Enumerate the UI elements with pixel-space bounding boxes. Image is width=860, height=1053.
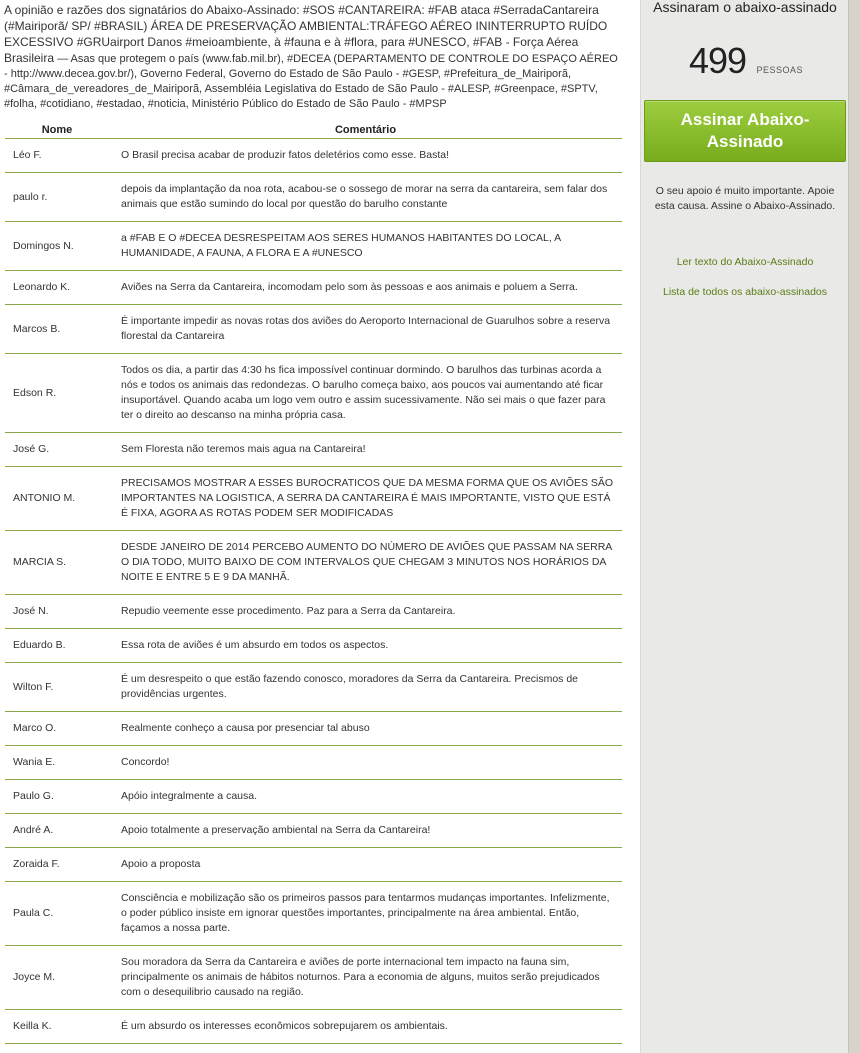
- signer-name: ANTONIO M.: [5, 467, 109, 531]
- signer-comment: Todos os dia, a partir das 4:30 hs fica impossível continuar dormindo. O barulhos das turbinas acorda a nós e todos os animais das redondezas. O barulho começa baixo, aos poucos vai aumentando até ficar insuportável. Quando acaba um logo vem outro e assim sucessivamente. Não sei mais o que fazer para ter o direito ao descanso na minha própria casa.: [109, 354, 622, 433]
- signer-name: Keilla K.: [5, 1010, 109, 1044]
- table-row: [5, 814, 622, 848]
- table-row: [5, 780, 622, 814]
- sign-petition-button[interactable]: Assinar Abaixo-Assinado: [644, 100, 846, 162]
- intro-rest-text: — Asas que protegem o país (www.fab.mil.br), #DECEA (DEPARTAMENTO DE CONTROLE DO ESPAÇO AÉREO - http://www.decea.gov.br/), Governo Federal, Governo do Estado de São Paulo - #GESP, #Prefeitura_de_Mairiporã, #Câmara_de_vereadores_de_Mairiporã, Assembléia Legislativa do Estado de São Paulo - #ALESP, #Greenpace, #SPTV, #folha, #cotidiano, #estadao, #noticia, Ministério Público do Estado de São Paulo - #MPSP: [4, 53, 618, 110]
- signer-name: Eduardo B.: [5, 629, 109, 663]
- signer-comment: DESDE JANEIRO DE 2014 PERCEBO AUMENTO DO NÚMERO DE AVIÕES QUE PASSAM NA SERRA O DIA TODO, MUITO BAIXO DE COM INTERVALOS QUE CHEGAM 3 MINUTOS NOS HORÁRIOS DA NOITE E ENTRE 5 E 9 DA MANHÃ.: [109, 531, 622, 595]
- signer-comment: Apoio a proposta: [109, 848, 622, 882]
- table-header-row: [5, 122, 622, 139]
- signer-comment: Consciência e mobilização são os primeiros passos para tentarmos mudanças importantes. Infelizmente, o poder público insiste em ignorar questões importantes, principalmente na área ambiental. Então, façamos a nossa parte.: [109, 882, 622, 946]
- signer-comment: É um desrespeito o que estão fazendo conosco, moradores da Serra da Cantareira. Precismos de providências urgentes.: [109, 663, 622, 712]
- signer-name: Edson R.: [5, 354, 109, 433]
- table-row: [5, 271, 622, 305]
- signer-comment: Apoio totalmente a preservação ambiental na Serra da Cantareira!: [109, 814, 622, 848]
- table-row: [5, 663, 622, 712]
- signer-name: José N.: [5, 595, 109, 629]
- table-row: [5, 305, 622, 354]
- signer-name: Wania E.: [5, 746, 109, 780]
- table-row: [5, 946, 622, 1010]
- signer-name: Marco O.: [5, 712, 109, 746]
- signer-comment: a #FAB E O #DECEA DESRESPEITAM AOS SERES HUMANOS HABITANTES DO LOCAL, A HUMANIDADE, A FAUNA, A FLORA E A #UNESCO: [109, 222, 622, 271]
- table-row: [5, 222, 622, 271]
- signer-name: Wilton F.: [5, 663, 109, 712]
- table-row: [5, 746, 622, 780]
- table-row: [5, 354, 622, 433]
- signer-comment: Repudio veemente esse procedimento. Paz para a Serra da Cantareira.: [109, 595, 622, 629]
- signer-name: Léo F.: [5, 139, 109, 173]
- signer-comment: depois da implantação da noa rota, acabou-se o sossego de morar na serra da cantareira, sem falar dos animais que estão sumindo do local por questão do barulho constante: [109, 173, 622, 222]
- table-row: [5, 712, 622, 746]
- signer-comment: Essa rota de aviões é um absurdo em todos os aspectos.: [109, 629, 622, 663]
- signer-comment: Sou moradora da Serra da Cantareira e aviões de porte internacional tem impacto na fauna sim, principalmente os animais de hábitos noturnos. Para a economia de alguns, muitos serão prejudicados com o desequilibrio causado na região.: [109, 946, 622, 1010]
- signature-count-row: [689, 40, 803, 82]
- signer-comment: Realmente conheço a causa por presenciar tal abuso: [109, 712, 622, 746]
- signer-name: Domingos N.: [5, 222, 109, 271]
- table-row: [5, 882, 622, 946]
- table-row: [5, 1010, 622, 1044]
- signature-counter-heading: Assinaram o abaixo-assinado: [653, 0, 837, 15]
- signer-name: Leonardo K.: [5, 271, 109, 305]
- signer-comment: Aviões na Serra da Cantareira, incomodam pelo som às pessoas e aos animais e poluem a Serra.: [109, 271, 622, 305]
- signer-name: André A.: [5, 814, 109, 848]
- petition-intro: [4, 3, 619, 112]
- table-row: [5, 595, 622, 629]
- comments-table-body: [5, 139, 622, 1044]
- signer-comment: É importante impedir as novas rotas dos aviões do Aeroporto Internacional de Guarulhos sobre a reserva florestal da Cantareira: [109, 305, 622, 354]
- signer-name: Zoraida F.: [5, 848, 109, 882]
- table-row: [5, 433, 622, 467]
- all-petitions-link[interactable]: Lista de todos os abaixo-assinados: [662, 286, 828, 298]
- signature-count: 499: [689, 40, 747, 81]
- signer-name: Joyce M.: [5, 946, 109, 1010]
- column-header-name: Nome: [5, 122, 109, 139]
- comments-table-wrapper: [5, 122, 622, 1044]
- signer-name: Paulo G.: [5, 780, 109, 814]
- table-row: [5, 629, 622, 663]
- signer-comment: É um absurdo os interesses econômicos sobrepujarem os ambientais.: [109, 1010, 622, 1044]
- support-message: O seu apoio é muito importante. Apoie esta causa. Assine o Abaixo-Assinado.: [654, 185, 836, 212]
- table-row: [5, 848, 622, 882]
- sidebar: [640, 0, 849, 1053]
- scrollbar[interactable]: [848, 0, 860, 1053]
- column-header-comment: Comentário: [109, 122, 622, 139]
- table-row: [5, 173, 622, 222]
- read-petition-link[interactable]: Ler texto do Abaixo-Assinado: [676, 256, 814, 268]
- signer-name: Paula C.: [5, 882, 109, 946]
- table-row: [5, 531, 622, 595]
- signer-name: José G.: [5, 433, 109, 467]
- signer-comment: Concordo!: [109, 746, 622, 780]
- comments-table: [5, 122, 622, 1044]
- signer-name: paulo r.: [5, 173, 109, 222]
- table-row: [5, 467, 622, 531]
- table-row: [5, 139, 622, 173]
- signer-comment: Apóio integralmente a causa.: [109, 780, 622, 814]
- signer-name: Marcos B.: [5, 305, 109, 354]
- signer-comment: Sem Floresta não teremos mais agua na Cantareira!: [109, 433, 622, 467]
- signer-name: MARCIA S.: [5, 531, 109, 595]
- signer-comment: PRECISAMOS MOSTRAR A ESSES BUROCRATICOS QUE DA MESMA FORMA QUE OS AVIÕES SÃO IMPORTANTES NA LOGISTICA, A SERRA DA CANTAREIRA É MAIS IMPORTANTE, VISTO QUE ESTÁ É FIXA, AGORA AS ROTAS PODEM SER MODIFICADAS: [109, 467, 622, 531]
- signer-comment: O Brasil precisa acabar de produzir fatos deletérios como esse. Basta!: [109, 139, 622, 173]
- signature-count-unit: PESSOAS: [756, 65, 804, 75]
- intro-lead-text: A opinião e razões dos signatários do Abaixo-Assinado: #SOS #CANTAREIRA: #FAB ataca #SerradaCantareira (#Mairiporã/ SP/ #BRASIL) ÁREA DE PRESERVAÇÃO AMBIENTAL:TRÁFEGO AÉREO ININTERRUPTO RUÍDO EXCESSIVO #GRUairport Danos #meioambiente, à #fauna e à #flora, para #UNESCO, #FAB - Força Aérea Brasileira: [4, 3, 608, 65]
